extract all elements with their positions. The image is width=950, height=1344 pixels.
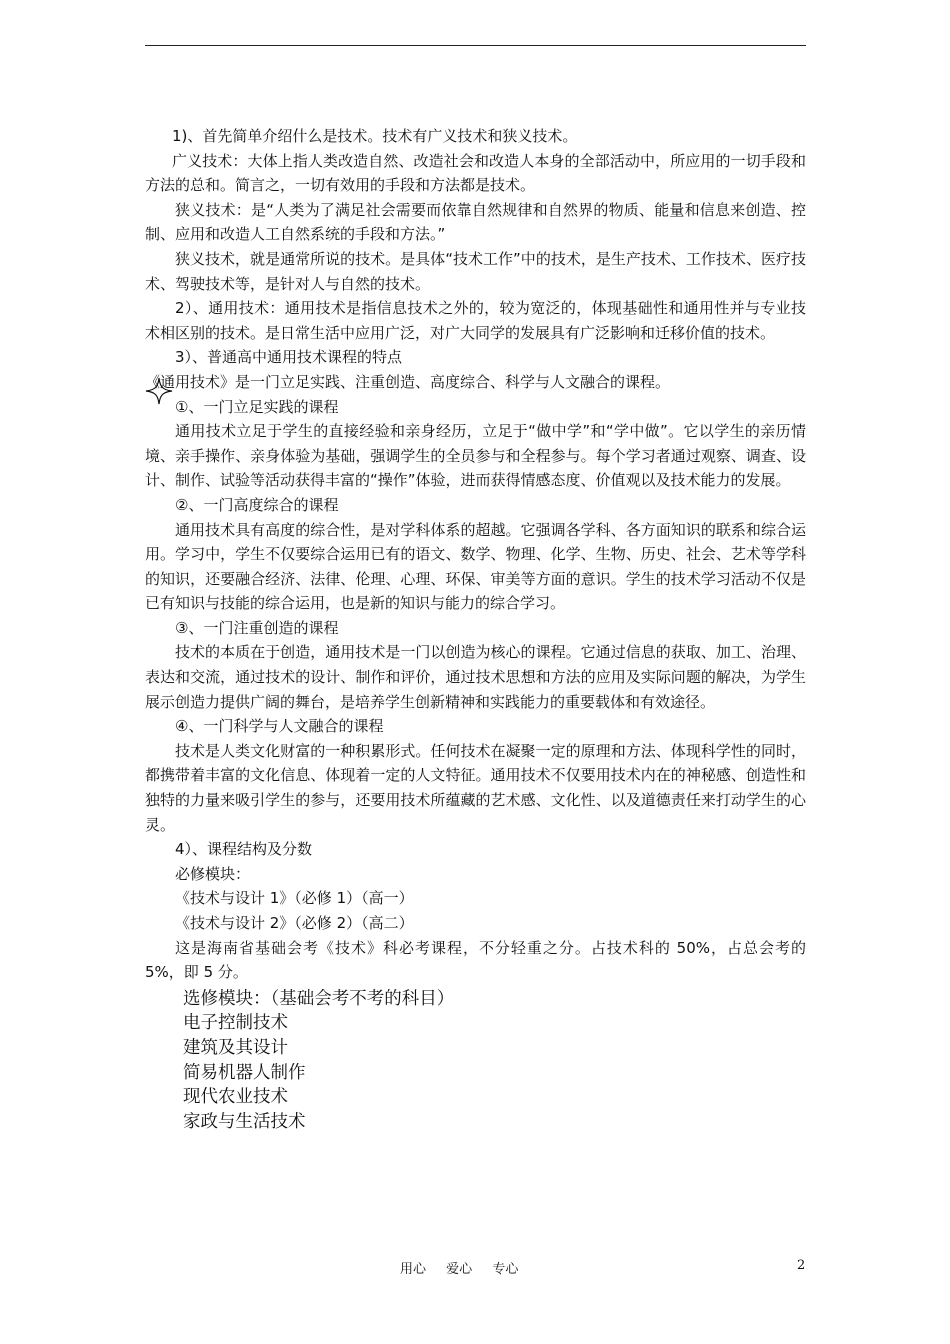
paragraph: ③、一门注重创造的课程 — [175, 618, 339, 637]
elective-item: 建筑及其设计 — [183, 1037, 288, 1058]
paragraph: 广义技术：大体上指人类改造自然、改造社会和改造人本身的全部活动中，所应用的一切手段和方法的总和。简言之，一切有效用的手段和方法都是技术。 — [145, 151, 806, 195]
footer-word: 爱心 — [446, 1262, 473, 1277]
paragraph: 2）、通用技术：通用技术是指信息技术之外的，较为宽泛的，体现基础性和通用性并与专业技术相区别的技术。是日常生活中应用广泛，对广大同学的发展具有广泛影响和迁移价值的技术。 — [145, 299, 806, 342]
footer-motto — [400, 1258, 534, 1277]
paragraph: 3）、普通高中通用技术课程的特点 — [175, 348, 403, 367]
paragraph: 《技术与设计 2》（必修 2）（高二） — [175, 914, 414, 932]
elective-item: 电子控制技术 — [183, 1013, 288, 1034]
paragraph: 《通用技术》是一门立足实践、注重创造、高度综合、科学与人文融合的课程。 — [145, 372, 671, 391]
paragraph: 《技术与设计 1》（必修 1）（高一） — [175, 889, 414, 908]
paragraph: 1)、首先简单介绍什么是技术。技术有广义技术和狭义技术。 — [172, 127, 578, 145]
elective-item: 家政与生活技术 — [183, 1111, 306, 1132]
paragraph: ②、一门高度综合的课程 — [175, 495, 339, 514]
paragraph: 必修模块： — [175, 864, 251, 883]
paragraph: 通用技术具有高度的综合性，是对学科体系的超越。它强调各学科、各方面知识的联系和综合运用。学习中，学生不仅要综合运用已有的语文、数学、物理、化学、生物、历史、社会、艺术等学科的知识，还要融合经济、法律、伦理、心理、环保、审美等方面的意识。学生的技术学习活动不仅是已有知识与技能的综合运用，也是新的知识与能力的综合学习。 — [145, 520, 806, 613]
elective-list — [145, 987, 806, 1135]
paragraph: ①、一门立足实践的课程 — [175, 397, 339, 416]
paragraph: 技术的本质在于创造，通用技术是一门以创造为核心的课程。它通过信息的获取、加工、治理、表达和交流，通过技术的设计、制作和评价，通过技术思想和方法的应用及实际问题的解决，为学生展示创造力提供广阔的舞台，是培养学生创新精神和实践能力的重要载体和有效途径。 — [145, 643, 806, 711]
paragraph: ④、一门科学与人文融合的课程 — [175, 717, 384, 736]
footer-word: 专心 — [492, 1262, 519, 1277]
header-rule — [145, 45, 806, 46]
paragraph: 4）、课程结构及分数 — [175, 840, 313, 859]
paragraph: 狭义技术，就是通常所说的技术。是具体“技术工作”中的技术，是生产技术、工作技术、医疗技术、驾驶技术等，是针对人与自然的技术。 — [145, 249, 806, 293]
paragraph: 通用技术立足于学生的直接经验和亲身经历，立足于“做中学”和“学中做”。它以学生的亲历情境、亲手操作、亲身体验为基础，强调学生的全员参与和全程参与。每个学习者通过观察、调查、设计、制作、试验等活动获得丰富的“操作”体验，进而获得情感态度、价值观以及技术能力的发展。 — [145, 422, 806, 490]
page-number: 2 — [797, 1258, 806, 1273]
elective-item: 现代农业技术 — [183, 1087, 288, 1108]
elective-heading: 选修模块：（基础会考不考的科目） — [183, 988, 455, 1009]
paragraph-list — [145, 124, 806, 985]
footer-word: 用心 — [400, 1262, 427, 1277]
document-body — [145, 124, 806, 1134]
paragraph: 狭义技术：是“人类为了满足社会需要而依靠自然规律和自然界的物质、能量和信息来创造、控制、应用和改造人工自然系统的手段和方法。” — [145, 200, 806, 244]
paragraph: 这是海南省基础会考《技术》科必考课程，不分轻重之分。占技术科的 50%，占总会考的 5%，即 5 分。 — [145, 938, 806, 982]
elective-item: 简易机器人制作 — [183, 1062, 306, 1083]
paragraph: 技术是人类文化财富的一种积累形式。任何技术在凝聚一定的原理和方法、体现科学性的同时，都携带着丰富的文化信息、体现着一定的人文特征。通用技术不仅要用技术内在的神秘感、创造性和独特的力量来吸引学生的参与，还要用技术所蕴藏的艺术感、文化性、以及道德责任来打动学生的心灵。 — [145, 741, 806, 834]
